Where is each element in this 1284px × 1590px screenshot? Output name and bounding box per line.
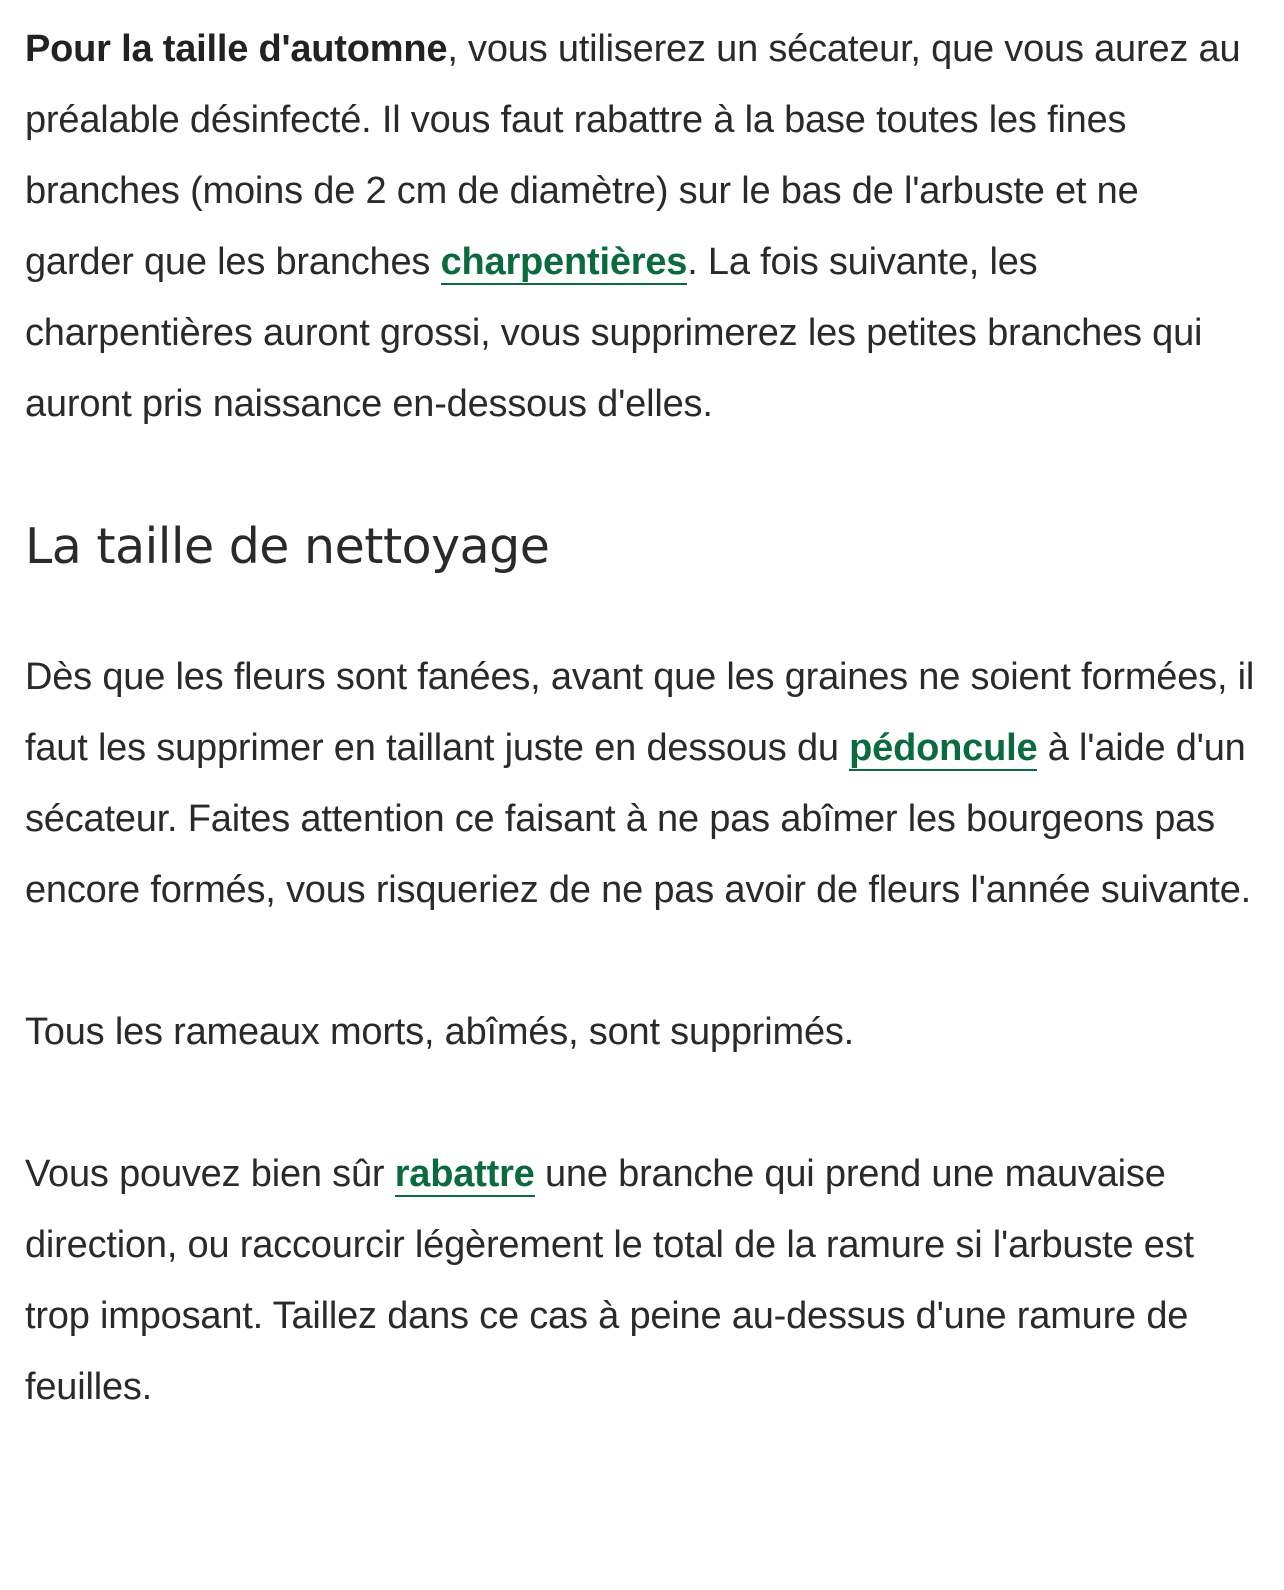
section-heading: La taille de nettoyage xyxy=(25,518,550,575)
spacer xyxy=(25,1068,1255,1139)
link-charpentieres[interactable]: charpentières xyxy=(440,241,688,283)
bold-lead: Pour la taille d'automne xyxy=(25,28,448,70)
link-pedoncule[interactable]: pédoncule xyxy=(849,727,1038,769)
spacer xyxy=(25,926,1255,997)
paragraph-text: , vous utiliserez un sécateur, que vous aurez au préalable désinfecté. Il vous faut rabattre à la base toutes les fines branches (moins de 2 cm de diamètre) sur le bas de l'arbuste et ne garder que les branches xyxy=(25,28,1241,283)
paragraph-dead-branches: Tous les rameaux morts, abîmés, sont supprimés. xyxy=(25,1011,855,1053)
spacer xyxy=(25,582,1255,642)
paragraph-text: à l'aide d'un sécateur. Faites attention ce faisant à ne pas abîmer les bourgeons pas encore formés, vous risqueriez de ne pas avoir de fleurs l'année suivante. xyxy=(25,727,1252,911)
paragraph-faded-flowers xyxy=(25,642,1255,926)
link-rabattre[interactable]: rabattre xyxy=(394,1153,535,1195)
paragraph-text: . La fois suivante, les charpentières auront grossi, vous supprimerez les petites branches qui auront pris naissance en-dessous d'elles. xyxy=(25,241,1203,425)
paragraph-cut-back xyxy=(25,1139,1255,1423)
article-content xyxy=(25,14,1255,1423)
paragraph-autumn-pruning xyxy=(25,14,1255,440)
spacer xyxy=(25,440,1255,511)
paragraph-text: une branche qui prend une mauvaise direction, ou raccourcir légèrement le total de la ramure si l'arbuste est trop imposant. Taillez dans ce cas à peine au-dessus d'une ramure de feuilles. xyxy=(25,1153,1194,1408)
paragraph-text: Vous pouvez bien sûr xyxy=(25,1153,395,1195)
paragraph-text: Dès que les fleurs sont fanées, avant que les graines ne soient formées, il faut les supprimer en taillant juste en dessous du xyxy=(25,656,1255,769)
